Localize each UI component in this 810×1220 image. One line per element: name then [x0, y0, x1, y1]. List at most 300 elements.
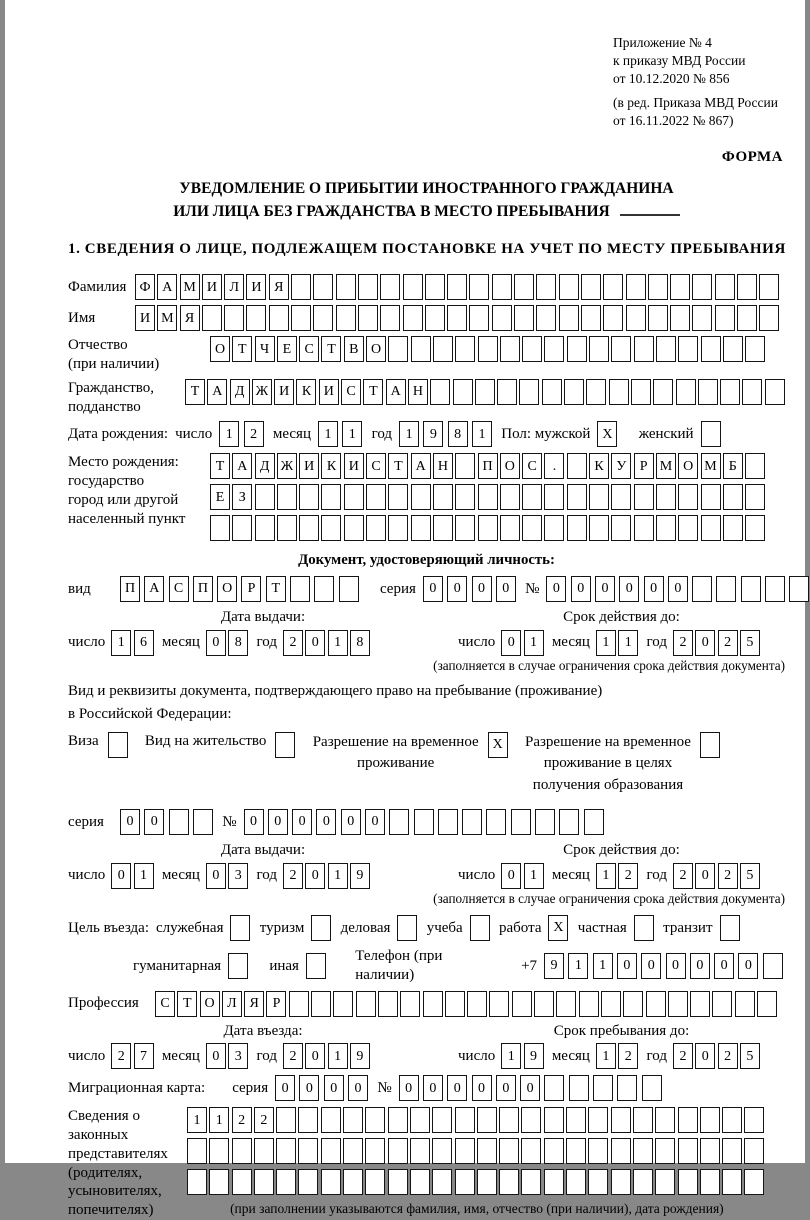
char-box[interactable]: [486, 809, 506, 835]
char-box[interactable]: [744, 1169, 764, 1195]
char-box[interactable]: [202, 305, 222, 331]
char-box[interactable]: 1: [472, 421, 492, 447]
char-box[interactable]: 2: [244, 421, 264, 447]
char-box[interactable]: [567, 453, 587, 479]
char-box[interactable]: Ф: [135, 274, 155, 300]
char-box[interactable]: [290, 576, 310, 602]
char-box[interactable]: [321, 1138, 341, 1164]
char-box[interactable]: [299, 515, 319, 541]
char-box[interactable]: [701, 484, 721, 510]
char-box[interactable]: [291, 274, 311, 300]
char-box[interactable]: [559, 305, 579, 331]
char-box[interactable]: [522, 336, 542, 362]
char-box[interactable]: [433, 484, 453, 510]
char-box[interactable]: [447, 274, 467, 300]
char-box[interactable]: [499, 1107, 519, 1133]
sex-male-checkbox[interactable]: [597, 421, 619, 447]
char-box[interactable]: О: [217, 576, 237, 602]
char-box[interactable]: [403, 305, 423, 331]
char-box[interactable]: 0: [496, 1075, 516, 1101]
char-box[interactable]: [692, 576, 712, 602]
char-box[interactable]: 0: [120, 809, 140, 835]
char-box[interactable]: [254, 1138, 274, 1164]
char-box[interactable]: Д: [230, 379, 250, 405]
char-box[interactable]: 2: [718, 863, 738, 889]
char-box[interactable]: [763, 953, 783, 979]
char-box[interactable]: X: [548, 915, 568, 941]
purpose-business-checkbox[interactable]: [397, 915, 419, 941]
char-box[interactable]: [701, 421, 721, 447]
char-box[interactable]: [611, 484, 631, 510]
char-box[interactable]: Ч: [255, 336, 275, 362]
char-box[interactable]: 0: [341, 809, 361, 835]
char-box[interactable]: 9: [544, 953, 564, 979]
char-box[interactable]: [544, 1169, 564, 1195]
char-box[interactable]: [414, 809, 434, 835]
char-box[interactable]: [478, 515, 498, 541]
char-box[interactable]: [477, 1138, 497, 1164]
char-box[interactable]: [311, 915, 331, 941]
char-box[interactable]: 0: [472, 1075, 492, 1101]
char-box[interactable]: 1: [524, 863, 544, 889]
char-box[interactable]: [512, 991, 532, 1017]
char-box[interactable]: 0: [206, 1043, 226, 1069]
char-box[interactable]: 2: [254, 1107, 274, 1133]
char-box[interactable]: [579, 991, 599, 1017]
char-box[interactable]: 1: [111, 630, 131, 656]
char-box[interactable]: 0: [644, 576, 664, 602]
char-box[interactable]: [588, 1107, 608, 1133]
char-box[interactable]: К: [321, 453, 341, 479]
char-box[interactable]: С: [341, 379, 361, 405]
char-box[interactable]: 0: [111, 863, 131, 889]
char-box[interactable]: С: [522, 453, 542, 479]
char-box[interactable]: 1: [618, 630, 638, 656]
char-box[interactable]: А: [144, 576, 164, 602]
char-box[interactable]: [589, 336, 609, 362]
char-box[interactable]: 1: [342, 421, 362, 447]
char-box[interactable]: [566, 1107, 586, 1133]
char-box[interactable]: [536, 305, 556, 331]
char-box[interactable]: 0: [738, 953, 758, 979]
char-box[interactable]: 5: [740, 1043, 760, 1069]
char-box[interactable]: [648, 305, 668, 331]
char-box[interactable]: [634, 915, 654, 941]
char-box[interactable]: [246, 305, 266, 331]
char-box[interactable]: [276, 1138, 296, 1164]
char-box[interactable]: У: [611, 453, 631, 479]
char-box[interactable]: 0: [268, 809, 288, 835]
char-box[interactable]: [588, 1138, 608, 1164]
char-box[interactable]: 0: [399, 1075, 419, 1101]
char-box[interactable]: Н: [433, 453, 453, 479]
char-box[interactable]: [611, 515, 631, 541]
char-box[interactable]: 0: [714, 953, 734, 979]
char-box[interactable]: [742, 379, 762, 405]
char-box[interactable]: [230, 915, 250, 941]
char-box[interactable]: [519, 379, 539, 405]
char-box[interactable]: [676, 379, 696, 405]
char-box[interactable]: [588, 1169, 608, 1195]
char-box[interactable]: 1: [501, 1043, 521, 1069]
char-box[interactable]: [455, 515, 475, 541]
char-box[interactable]: X: [488, 732, 508, 758]
char-box[interactable]: [333, 991, 353, 1017]
char-box[interactable]: [209, 1138, 229, 1164]
char-box[interactable]: [311, 991, 331, 1017]
char-box[interactable]: [275, 732, 295, 758]
char-box[interactable]: 1: [596, 630, 616, 656]
char-box[interactable]: [397, 915, 417, 941]
char-box[interactable]: 1: [524, 630, 544, 656]
char-box[interactable]: [737, 305, 757, 331]
char-box[interactable]: П: [120, 576, 140, 602]
char-box[interactable]: С: [299, 336, 319, 362]
char-box[interactable]: [522, 484, 542, 510]
char-box[interactable]: [411, 484, 431, 510]
char-box[interactable]: 0: [496, 576, 516, 602]
char-box[interactable]: [169, 809, 189, 835]
char-box[interactable]: [745, 336, 765, 362]
char-box[interactable]: [339, 576, 359, 602]
char-box[interactable]: [380, 274, 400, 300]
char-box[interactable]: X: [597, 421, 617, 447]
char-box[interactable]: [633, 1138, 653, 1164]
char-box[interactable]: [291, 305, 311, 331]
char-box[interactable]: 0: [316, 809, 336, 835]
char-box[interactable]: 2: [673, 1043, 693, 1069]
char-box[interactable]: З: [232, 484, 252, 510]
char-box[interactable]: 0: [447, 576, 467, 602]
char-box[interactable]: [701, 336, 721, 362]
char-box[interactable]: 1: [209, 1107, 229, 1133]
char-box[interactable]: [544, 1107, 564, 1133]
char-box[interactable]: М: [656, 453, 676, 479]
char-box[interactable]: [646, 991, 666, 1017]
char-box[interactable]: С: [155, 991, 175, 1017]
char-box[interactable]: [298, 1107, 318, 1133]
char-box[interactable]: [366, 484, 386, 510]
char-box[interactable]: [187, 1138, 207, 1164]
char-box[interactable]: Е: [210, 484, 230, 510]
char-box[interactable]: 0: [617, 953, 637, 979]
char-box[interactable]: 0: [666, 953, 686, 979]
char-box[interactable]: [356, 991, 376, 1017]
char-box[interactable]: [544, 336, 564, 362]
char-box[interactable]: 0: [472, 576, 492, 602]
char-box[interactable]: Ж: [252, 379, 272, 405]
char-box[interactable]: [492, 274, 512, 300]
char-box[interactable]: О: [210, 336, 230, 362]
char-box[interactable]: 8: [228, 630, 248, 656]
char-box[interactable]: [567, 515, 587, 541]
char-box[interactable]: [298, 1169, 318, 1195]
char-box[interactable]: О: [200, 991, 220, 1017]
char-box[interactable]: [500, 336, 520, 362]
char-box[interactable]: [584, 809, 604, 835]
char-box[interactable]: [678, 1138, 698, 1164]
char-box[interactable]: [700, 1107, 720, 1133]
char-box[interactable]: 2: [111, 1043, 131, 1069]
char-box[interactable]: К: [296, 379, 316, 405]
char-box[interactable]: [698, 379, 718, 405]
char-box[interactable]: А: [207, 379, 227, 405]
char-box[interactable]: Т: [321, 336, 341, 362]
char-box[interactable]: [453, 379, 473, 405]
char-box[interactable]: [433, 336, 453, 362]
char-box[interactable]: 0: [695, 630, 715, 656]
char-box[interactable]: 2: [718, 630, 738, 656]
char-box[interactable]: [499, 1169, 519, 1195]
char-box[interactable]: 2: [618, 863, 638, 889]
char-box[interactable]: [344, 515, 364, 541]
char-box[interactable]: О: [366, 336, 386, 362]
char-box[interactable]: Т: [388, 453, 408, 479]
char-box[interactable]: [633, 1169, 653, 1195]
char-box[interactable]: 0: [668, 576, 688, 602]
char-box[interactable]: Я: [244, 991, 264, 1017]
char-box[interactable]: [522, 515, 542, 541]
purpose-other-checkbox[interactable]: [306, 953, 328, 979]
char-box[interactable]: С: [366, 453, 386, 479]
char-box[interactable]: [343, 1138, 363, 1164]
char-box[interactable]: 0: [324, 1075, 344, 1101]
char-box[interactable]: [432, 1107, 452, 1133]
char-box[interactable]: А: [157, 274, 177, 300]
char-box[interactable]: [678, 484, 698, 510]
char-box[interactable]: [648, 274, 668, 300]
purpose-tourism-checkbox[interactable]: [311, 915, 333, 941]
char-box[interactable]: 5: [740, 630, 760, 656]
char-box[interactable]: Т: [232, 336, 252, 362]
char-box[interactable]: 0: [641, 953, 661, 979]
char-box[interactable]: [567, 336, 587, 362]
char-box[interactable]: [723, 515, 743, 541]
char-box[interactable]: [499, 1138, 519, 1164]
char-box[interactable]: [744, 1107, 764, 1133]
char-box[interactable]: [255, 515, 275, 541]
char-box[interactable]: [378, 991, 398, 1017]
char-box[interactable]: [276, 1107, 296, 1133]
char-box[interactable]: [656, 484, 676, 510]
char-box[interactable]: [716, 576, 736, 602]
char-box[interactable]: О: [678, 453, 698, 479]
char-box[interactable]: [388, 515, 408, 541]
char-box[interactable]: [277, 515, 297, 541]
char-box[interactable]: [765, 576, 785, 602]
char-box[interactable]: [511, 809, 531, 835]
char-box[interactable]: [500, 484, 520, 510]
char-box[interactable]: [432, 1169, 452, 1195]
char-box[interactable]: [255, 484, 275, 510]
char-box[interactable]: [455, 453, 475, 479]
char-box[interactable]: 2: [718, 1043, 738, 1069]
char-box[interactable]: [678, 515, 698, 541]
char-box[interactable]: [566, 1138, 586, 1164]
char-box[interactable]: 9: [423, 421, 443, 447]
char-box[interactable]: [556, 991, 576, 1017]
char-box[interactable]: В: [344, 336, 364, 362]
char-box[interactable]: Я: [180, 305, 200, 331]
char-box[interactable]: 0: [348, 1075, 368, 1101]
char-box[interactable]: 8: [448, 421, 468, 447]
char-box[interactable]: [690, 991, 710, 1017]
char-box[interactable]: [723, 484, 743, 510]
char-box[interactable]: Л: [222, 991, 242, 1017]
char-box[interactable]: 2: [232, 1107, 252, 1133]
char-box[interactable]: [477, 1107, 497, 1133]
char-box[interactable]: 0: [365, 809, 385, 835]
char-box[interactable]: [544, 1075, 564, 1101]
char-box[interactable]: [438, 809, 458, 835]
char-box[interactable]: И: [299, 453, 319, 479]
char-box[interactable]: [631, 379, 651, 405]
char-box[interactable]: [224, 305, 244, 331]
char-box[interactable]: [108, 732, 128, 758]
char-box[interactable]: [232, 515, 252, 541]
char-box[interactable]: [400, 991, 420, 1017]
char-box[interactable]: [389, 809, 409, 835]
char-box[interactable]: [388, 1138, 408, 1164]
char-box[interactable]: [521, 1138, 541, 1164]
char-box[interactable]: [411, 515, 431, 541]
char-box[interactable]: [542, 379, 562, 405]
char-box[interactable]: [744, 1138, 764, 1164]
char-box[interactable]: 0: [595, 576, 615, 602]
char-box[interactable]: 1: [219, 421, 239, 447]
char-box[interactable]: И: [135, 305, 155, 331]
char-box[interactable]: [514, 274, 534, 300]
char-box[interactable]: [593, 1075, 613, 1101]
char-box[interactable]: 1: [596, 1043, 616, 1069]
char-box[interactable]: 1: [596, 863, 616, 889]
char-box[interactable]: [321, 1169, 341, 1195]
char-box[interactable]: [611, 336, 631, 362]
char-box[interactable]: [611, 1107, 631, 1133]
char-box[interactable]: О: [500, 453, 520, 479]
char-box[interactable]: 2: [283, 863, 303, 889]
char-box[interactable]: [692, 305, 712, 331]
char-box[interactable]: [634, 484, 654, 510]
char-box[interactable]: К: [589, 453, 609, 479]
char-box[interactable]: [321, 484, 341, 510]
char-box[interactable]: Р: [634, 453, 654, 479]
char-box[interactable]: [365, 1107, 385, 1133]
char-box[interactable]: [455, 1107, 475, 1133]
char-box[interactable]: [656, 515, 676, 541]
char-box[interactable]: [759, 305, 779, 331]
char-box[interactable]: 1: [568, 953, 588, 979]
char-box[interactable]: [514, 305, 534, 331]
char-box[interactable]: [403, 274, 423, 300]
char-box[interactable]: [193, 809, 213, 835]
char-box[interactable]: 1: [187, 1107, 207, 1133]
char-box[interactable]: [336, 305, 356, 331]
char-box[interactable]: [765, 379, 785, 405]
char-box[interactable]: [678, 1169, 698, 1195]
char-box[interactable]: [277, 484, 297, 510]
char-box[interactable]: [581, 305, 601, 331]
char-box[interactable]: [313, 305, 333, 331]
char-box[interactable]: [737, 274, 757, 300]
char-box[interactable]: [228, 953, 248, 979]
char-box[interactable]: 2: [673, 630, 693, 656]
char-box[interactable]: [210, 515, 230, 541]
char-box[interactable]: 0: [244, 809, 264, 835]
char-box[interactable]: 9: [524, 1043, 544, 1069]
char-box[interactable]: [735, 991, 755, 1017]
char-box[interactable]: [581, 274, 601, 300]
char-box[interactable]: 0: [206, 863, 226, 889]
char-box[interactable]: 0: [275, 1075, 295, 1101]
char-box[interactable]: 0: [571, 576, 591, 602]
char-box[interactable]: [745, 453, 765, 479]
char-box[interactable]: [722, 1138, 742, 1164]
char-box[interactable]: И: [202, 274, 222, 300]
purpose-study-checkbox[interactable]: [470, 915, 492, 941]
purpose-humanitarian-checkbox[interactable]: [228, 953, 250, 979]
char-box[interactable]: [759, 274, 779, 300]
char-box[interactable]: [544, 484, 564, 510]
char-box[interactable]: 6: [134, 630, 154, 656]
char-box[interactable]: [455, 484, 475, 510]
char-box[interactable]: Л: [224, 274, 244, 300]
char-box[interactable]: [521, 1169, 541, 1195]
char-box[interactable]: [589, 515, 609, 541]
char-box[interactable]: [430, 379, 450, 405]
char-box[interactable]: [655, 1107, 675, 1133]
char-box[interactable]: [497, 379, 517, 405]
char-box[interactable]: [642, 1075, 662, 1101]
char-box[interactable]: [601, 991, 621, 1017]
char-box[interactable]: [634, 336, 654, 362]
char-box[interactable]: [388, 484, 408, 510]
char-box[interactable]: 1: [328, 630, 348, 656]
char-box[interactable]: [299, 484, 319, 510]
char-box[interactable]: М: [180, 274, 200, 300]
char-box[interactable]: [411, 336, 431, 362]
char-box[interactable]: М: [701, 453, 721, 479]
char-box[interactable]: [254, 1169, 274, 1195]
char-box[interactable]: Р: [241, 576, 261, 602]
char-box[interactable]: [564, 379, 584, 405]
char-box[interactable]: [469, 305, 489, 331]
char-box[interactable]: [410, 1138, 430, 1164]
char-box[interactable]: [559, 274, 579, 300]
char-box[interactable]: 8: [350, 630, 370, 656]
char-box[interactable]: 1: [399, 421, 419, 447]
char-box[interactable]: [365, 1138, 385, 1164]
char-box[interactable]: 2: [283, 1043, 303, 1069]
char-box[interactable]: 3: [228, 1043, 248, 1069]
char-box[interactable]: И: [319, 379, 339, 405]
char-box[interactable]: И: [344, 453, 364, 479]
char-box[interactable]: [447, 305, 467, 331]
char-box[interactable]: [722, 1107, 742, 1133]
char-box[interactable]: [365, 1169, 385, 1195]
char-box[interactable]: 0: [305, 863, 325, 889]
char-box[interactable]: 0: [690, 953, 710, 979]
char-box[interactable]: [455, 1169, 475, 1195]
char-box[interactable]: 0: [305, 1043, 325, 1069]
char-box[interactable]: [467, 991, 487, 1017]
char-box[interactable]: [388, 1169, 408, 1195]
char-box[interactable]: [566, 1169, 586, 1195]
char-box[interactable]: [470, 915, 490, 941]
char-box[interactable]: А: [232, 453, 252, 479]
char-box[interactable]: 0: [447, 1075, 467, 1101]
char-box[interactable]: .: [544, 453, 564, 479]
